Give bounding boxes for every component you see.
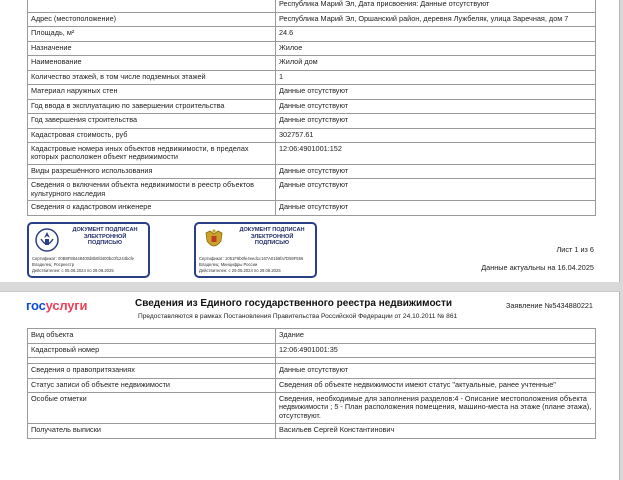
row-label: Вид объекта (28, 329, 276, 344)
row-label: Кадастровый номер (28, 343, 276, 358)
row-value: 12:06:4901001:152 (276, 143, 596, 165)
table-row (28, 378, 596, 393)
row-label: Адрес (местоположение) (28, 12, 276, 27)
table-row (28, 164, 596, 179)
table-row (28, 0, 596, 12)
e-signature-stamp (194, 222, 317, 278)
row-label: Виды разрешённого использования (28, 164, 276, 179)
stamp-certificate: Сертификат: 00B8F88448400d8b0fd400bc0f1244bcfe (32, 256, 134, 261)
row-label: Кадастровая стоимость, руб (28, 128, 276, 143)
table-row (28, 12, 596, 27)
row-value: Сведения об объекте недвижимости имеют статус "актуальные, ранее учтенные" (276, 378, 596, 393)
stamp-validity: Действителен: с 29.05.2024 по 29.08.2025 (199, 268, 281, 273)
row-value: Данные отсутствуют (276, 179, 596, 201)
row-value: Жилое (276, 41, 596, 56)
table-row (28, 364, 596, 379)
row-value: 302757.61 (276, 128, 596, 143)
table-row (28, 201, 596, 216)
table-row (28, 393, 596, 424)
stamp-title: ДОКУМЕНТ ПОДПИСАН ЭЛЕКТРОННОЙ ПОДПИСЬЮ (72, 227, 138, 247)
table-row (28, 143, 596, 165)
table-row (28, 41, 596, 56)
e-signature-stamp (27, 222, 150, 278)
row-label: Кадастровые номера иных объектов недвижимости, в пределах которых расположен объект недвижимости (28, 143, 276, 165)
stamp-certificate: Сертификат: 1051F9b0fe4eed1c167A01b6fa7D59F556 (199, 256, 304, 261)
document-title: Сведения из Единого государственного реестра недвижимости (135, 298, 453, 309)
row-label: Год ввода в эксплуатацию по завершении строительства (28, 99, 276, 114)
stamp-owner: Владелец: Росреестр (32, 262, 75, 267)
row-label: Сведения о включении объекта недвижимости в реестр объектов культурного наследия (28, 179, 276, 201)
row-value: Васильев Сергей Константинович (276, 424, 596, 439)
stamp-validity: Действителен: с 05.06.2024 по 29.08.2025 (32, 268, 114, 273)
table-row (28, 27, 596, 42)
row-value: Жилой дом (276, 56, 596, 71)
row-label: Статус записи об объекте недвижимости (28, 378, 276, 393)
table-row (28, 179, 596, 201)
rosreestr-emblem-icon (34, 227, 60, 253)
table-row (28, 56, 596, 71)
table-row (28, 85, 596, 100)
row-label: Назначение (28, 41, 276, 56)
row-value: Республика Марий Эл, Оршанский район, деревня Лужбеляк, улица Заречная, дом 7 (276, 12, 596, 27)
row-value: Республика Марий Эл, Дата присвоения: Данные отсутствуют (276, 0, 596, 12)
property-details-table (27, 0, 596, 216)
gosuslugi-logo: госуслуги (26, 298, 88, 313)
row-label: Сведения о правопритязаниях (28, 364, 276, 379)
row-value: 24.6 (276, 27, 596, 42)
row-label: Год завершения строительства (28, 114, 276, 129)
row-label: Количество этажей, в том числе подземных этажей (28, 70, 276, 85)
coat-of-arms-icon (201, 227, 227, 253)
row-value: 1 (276, 70, 596, 85)
row-value: 12:06:4901001:35 (276, 343, 596, 358)
row-value: Данные отсутствуют (276, 114, 596, 129)
sheet-number: Лист 1 из 6 (556, 245, 594, 254)
request-number: Заявление №5434880221 (505, 301, 593, 310)
stamp-owner: Владелец: Минцифры России (199, 262, 258, 267)
row-value: Данные отсутствуют (276, 85, 596, 100)
row-value: Данные отсутствуют (276, 201, 596, 216)
row-label: Сведения о кадастровом инженере (28, 201, 276, 216)
row-label: Получатель выписки (28, 424, 276, 439)
stamp-title: ДОКУМЕНТ ПОДПИСАН ЭЛЕКТРОННОЙ ПОДПИСЬЮ (239, 227, 305, 247)
row-value: Данные отсутствуют (276, 164, 596, 179)
document-subtitle: Предоставляются в рамках Постановления Правительства Российской Федерации от 24.10.2011 № 861 (138, 313, 458, 320)
table-row (28, 424, 596, 439)
row-label: Особые отметки (28, 393, 276, 424)
table-row (28, 343, 596, 358)
table-row (28, 99, 596, 114)
table-row (28, 70, 596, 85)
row-value: Здание (276, 329, 596, 344)
row-label: Материал наружных стен (28, 85, 276, 100)
object-summary-table (27, 328, 596, 439)
document-page-2 (0, 291, 620, 480)
row-value: Данные отсутствуют (276, 364, 596, 379)
row-value: Сведения, необходимые для заполнения разделов:4 - Описание местоположения объекта недвижимости ; 5 - План расположения помещения, машино-места на этаже (плане этажа), отсутствуют. (276, 393, 596, 424)
row-label (28, 0, 276, 12)
data-actuality-date: Данные актуальны на 16.04.2025 (481, 263, 594, 272)
table-row (28, 128, 596, 143)
row-label: Наименование (28, 56, 276, 71)
row-value: Данные отсутствуют (276, 99, 596, 114)
table-row (28, 329, 596, 344)
row-label: Площадь, м² (28, 27, 276, 42)
table-row (28, 114, 596, 129)
